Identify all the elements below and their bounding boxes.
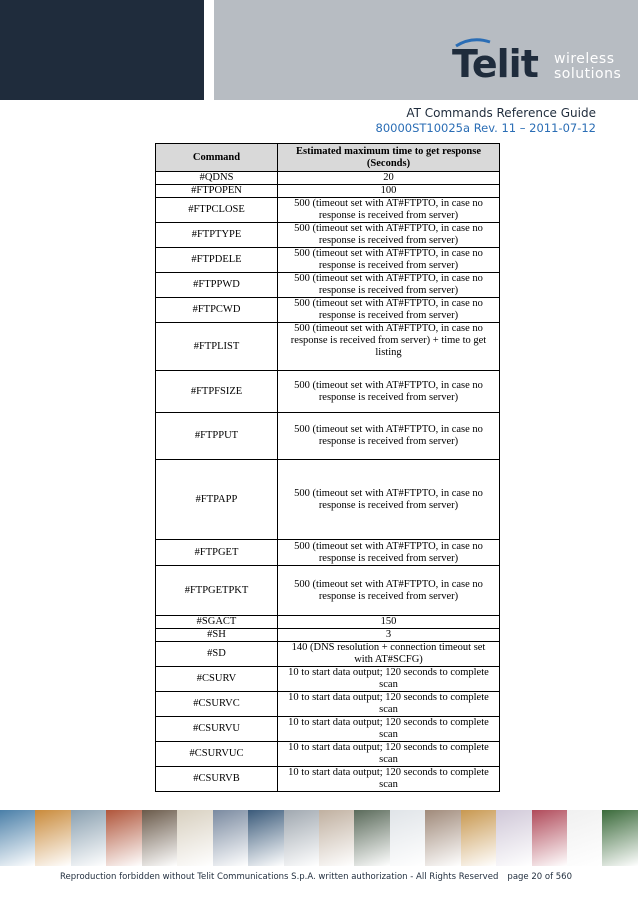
cell-command: #CSURVB — [156, 767, 278, 792]
table-row — [156, 371, 500, 413]
cell-time: 500 (timeout set with AT#FTPTO, in case no response is received from server) — [278, 198, 500, 223]
cell-time: 10 to start data output; 120 seconds to complete scan — [278, 767, 500, 792]
cell-command: #CSURVUC — [156, 742, 278, 767]
photo-tile — [319, 810, 354, 866]
table-row — [156, 198, 500, 223]
cell-command: #SH — [156, 629, 278, 642]
table-row — [156, 185, 500, 198]
photo-tile — [35, 810, 70, 866]
col-header-command: Command — [156, 144, 278, 172]
photo-tile — [0, 810, 35, 866]
photo-tile — [177, 810, 212, 866]
table-row — [156, 323, 500, 371]
cell-time: 500 (timeout set with AT#FTPTO, in case no response is received from server) — [278, 566, 500, 616]
photo-tile — [213, 810, 248, 866]
photo-tile — [284, 810, 319, 866]
table-row — [156, 223, 500, 248]
cell-time: 3 — [278, 629, 500, 642]
table-row — [156, 767, 500, 792]
cell-time: 150 — [278, 616, 500, 629]
cell-time: 100 — [278, 185, 500, 198]
cell-time: 500 (timeout set with AT#FTPTO, in case no response is received from server) — [278, 413, 500, 460]
cell-time: 500 (timeout set with AT#FTPTO, in case no response is received from server) — [278, 248, 500, 273]
cell-time: 500 (timeout set with AT#FTPTO, in case no response is received from server) — [278, 540, 500, 566]
table-row — [156, 273, 500, 298]
logo-wordmark: Telit — [452, 42, 538, 86]
cell-command: #FTPDELE — [156, 248, 278, 273]
table-row — [156, 616, 500, 629]
cell-command: #SD — [156, 642, 278, 667]
doc-revision: 80000ST10025a Rev. 11 – 2011-07-12 — [375, 121, 596, 135]
cell-time: 10 to start data output; 120 seconds to complete scan — [278, 742, 500, 767]
cell-time: 20 — [278, 172, 500, 185]
col-header-time: Estimated maximum time to get response (Seconds) — [278, 144, 500, 172]
cell-command: #FTPCLOSE — [156, 198, 278, 223]
table-row — [156, 692, 500, 717]
table-header-row — [156, 144, 500, 172]
cell-command: #FTPAPP — [156, 460, 278, 540]
photo-tile — [142, 810, 177, 866]
cell-command: #FTPTYPE — [156, 223, 278, 248]
photo-strip — [0, 810, 638, 866]
cell-command: #FTPPUT — [156, 413, 278, 460]
logo-tagline-line2: solutions — [554, 66, 622, 82]
table-row — [156, 667, 500, 692]
telit-logo — [452, 38, 622, 90]
photo-tile — [567, 810, 602, 866]
cell-time: 500 (timeout set with AT#FTPTO, in case no response is received from server) — [278, 223, 500, 248]
cell-time: 10 to start data output; 120 seconds to complete scan — [278, 692, 500, 717]
page-number: page 20 of 560 — [507, 872, 572, 882]
table-row — [156, 642, 500, 667]
cell-command: #QDNS — [156, 172, 278, 185]
cell-command: #CSURVU — [156, 717, 278, 742]
table-row — [156, 742, 500, 767]
footer-notice: Reproduction forbidden without Telit Communications S.p.A. written authorization - All Rights Reserved — [60, 872, 499, 882]
table-row — [156, 629, 500, 642]
cell-command: #FTPPWD — [156, 273, 278, 298]
logo-tagline-line1: wireless — [554, 51, 615, 67]
response-time-table — [155, 143, 500, 792]
cell-command: #FTPCWD — [156, 298, 278, 323]
cell-command: #FTPFSIZE — [156, 371, 278, 413]
cell-time: 500 (timeout set with AT#FTPTO, in case no response is received from server) — [278, 371, 500, 413]
photo-tile — [496, 810, 531, 866]
cell-command: #FTPOPEN — [156, 185, 278, 198]
photo-tile — [602, 810, 637, 866]
photo-tile — [354, 810, 389, 866]
cell-time: 500 (timeout set with AT#FTPTO, in case no response is received from server) + time to get listing — [278, 323, 500, 371]
cell-command: #SGACT — [156, 616, 278, 629]
table-row — [156, 540, 500, 566]
cell-time: 500 (timeout set with AT#FTPTO, in case no response is received from server) — [278, 273, 500, 298]
cell-command: #FTPGET — [156, 540, 278, 566]
table-row — [156, 460, 500, 540]
photo-tile — [71, 810, 106, 866]
table-row — [156, 566, 500, 616]
cell-time: 500 (timeout set with AT#FTPTO, in case no response is received from server) — [278, 460, 500, 540]
photo-tile — [248, 810, 283, 866]
doc-title: AT Commands Reference Guide — [406, 106, 596, 120]
cell-time: 10 to start data output; 120 seconds to complete scan — [278, 667, 500, 692]
cell-command: #CSURVC — [156, 692, 278, 717]
table-row — [156, 172, 500, 185]
photo-tile — [532, 810, 567, 866]
table-row — [156, 413, 500, 460]
photo-tile — [425, 810, 460, 866]
cell-command: #FTPGETPKT — [156, 566, 278, 616]
logo-tagline — [554, 52, 621, 82]
table-row — [156, 248, 500, 273]
cell-time: 140 (DNS resolution + connection timeout set with AT#SCFG) — [278, 642, 500, 667]
header-dark-panel — [0, 0, 204, 100]
table-row — [156, 717, 500, 742]
table-row — [156, 298, 500, 323]
cell-time: 10 to start data output; 120 seconds to complete scan — [278, 717, 500, 742]
photo-tile — [461, 810, 496, 866]
photo-tile — [106, 810, 141, 866]
photo-tile — [390, 810, 425, 866]
cell-command: #FTPLIST — [156, 323, 278, 371]
cell-time: 500 (timeout set with AT#FTPTO, in case no response is received from server) — [278, 298, 500, 323]
cell-command: #CSURV — [156, 667, 278, 692]
